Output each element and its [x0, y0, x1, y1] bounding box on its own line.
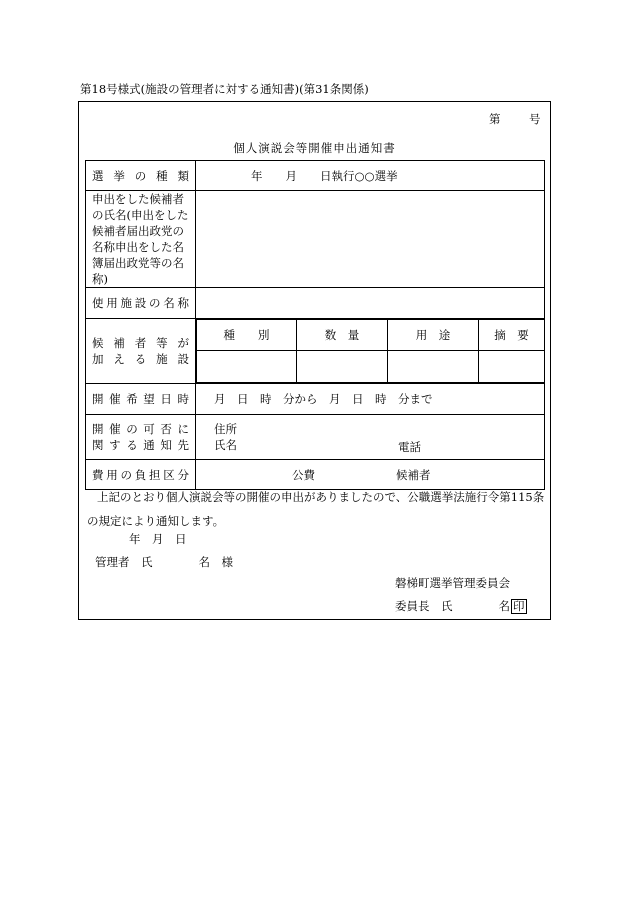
number-prefix: 第 [489, 112, 501, 126]
value-candidate [196, 191, 545, 288]
header-remarks: 摘 要 [479, 320, 545, 351]
label-char: す [109, 438, 121, 452]
label-char: 施 [120, 296, 132, 310]
committee-name: 磐梯町選挙管理委員会 [395, 576, 510, 590]
label-char: 加 [92, 352, 104, 366]
label-facility [86, 288, 196, 319]
spaced-label [92, 437, 189, 453]
label-char: 施 [156, 352, 168, 366]
label-char: る [134, 352, 147, 366]
label-char: 設 [177, 352, 189, 366]
cell-type [197, 351, 297, 383]
chair-text: 委員長 氏 名 [395, 599, 510, 613]
label-char: 称 [177, 296, 189, 310]
label-char: 類 [177, 168, 189, 183]
form-number-label: 第18号様式(施設の管理者に対する通知書)(第31条関係) [80, 82, 369, 96]
cell-purpose [388, 351, 479, 383]
label-char: 望 [143, 392, 155, 406]
notice-body-text: 上記のとおり個人演説会等の開催の申出がありましたので、公職選挙法施行令第115条の規定により通知します。 [87, 490, 545, 528]
name-label: 氏名 [214, 438, 237, 452]
label-char: 候 [92, 336, 104, 350]
label-char: る [126, 438, 138, 452]
label-char: 希 [126, 392, 138, 406]
spaced-label [92, 391, 189, 407]
equipment-table [196, 319, 544, 383]
label-char: の [126, 422, 138, 436]
equipment-cell [196, 319, 545, 384]
value-facility [196, 288, 545, 319]
label-char: 開 [92, 392, 104, 406]
cell-quantity [297, 351, 388, 383]
header-purpose: 用 途 [388, 320, 479, 351]
label-char: 設 [134, 296, 147, 310]
label-char: 通 [143, 438, 155, 452]
value-schedule: 月 日 時 分から 月 日 時 分まで [196, 384, 545, 415]
label-char: 者 [134, 336, 147, 350]
label-char: 用 [106, 296, 118, 310]
label-char: に [177, 422, 189, 436]
label-char: 可 [143, 422, 155, 436]
label-char: 関 [92, 438, 104, 452]
label-equipment [86, 319, 196, 384]
row-facility [86, 288, 545, 319]
document-title: 個人演説会等開催申出通知書 [233, 141, 396, 155]
label-char: 区 [163, 467, 175, 482]
label-notify [86, 415, 196, 460]
label-char: 担 [149, 467, 161, 482]
label-char: 使 [92, 296, 104, 310]
spaced-label [92, 421, 189, 437]
notice-form [78, 101, 551, 620]
spaced-label [92, 467, 189, 483]
label-char: 名 [163, 296, 175, 310]
spaced-label [92, 295, 189, 311]
label-char: 時 [177, 392, 189, 406]
seal-mark: 印 [513, 599, 525, 613]
value-notify [196, 415, 545, 460]
header-type: 種 別 [197, 320, 297, 351]
label-char: 否 [160, 422, 172, 436]
row-election-type [86, 161, 545, 191]
label-election-type [86, 161, 196, 191]
row-notify [86, 415, 545, 460]
label-char: 用 [106, 467, 118, 482]
label-char: 催 [109, 392, 121, 406]
label-char: 日 [160, 392, 172, 406]
label-char: 等 [156, 336, 168, 350]
spaced-label [92, 335, 189, 351]
label-char: 分 [177, 467, 189, 482]
label-char: え [113, 352, 125, 366]
row-equipment [86, 319, 545, 384]
date-line: 年 月 日 [129, 532, 187, 546]
phone-label: 電話 [398, 440, 421, 454]
label-char: 負 [134, 467, 147, 482]
cost-public: 公費 [292, 468, 315, 482]
label-char: 開 [92, 422, 104, 436]
label-char: 種 [156, 168, 168, 183]
cell-remarks [479, 351, 545, 383]
label-char: 補 [113, 336, 125, 350]
label-char: 先 [177, 438, 189, 452]
label-char: 知 [160, 438, 172, 452]
spaced-label [92, 168, 189, 184]
label-char: 選 [92, 168, 104, 183]
value-election-type: 年 月 日執行○○選挙 [196, 161, 545, 191]
label-char: の [134, 168, 147, 183]
chair-signature [395, 598, 527, 614]
number-suffix: 号 [529, 112, 541, 126]
label-schedule [86, 384, 196, 415]
label-char: 挙 [113, 168, 125, 183]
label-char: 催 [109, 422, 121, 436]
spaced-label [92, 351, 189, 367]
header-quantity: 数 量 [297, 320, 388, 351]
cost-candidate: 候補者 [396, 468, 431, 482]
address-label: 住所 [214, 422, 237, 436]
form-table [85, 160, 545, 490]
row-candidate [86, 191, 545, 288]
label-char: の [120, 467, 132, 482]
row-schedule [86, 384, 545, 415]
label-char: 費 [92, 467, 104, 482]
label-char: の [149, 296, 161, 310]
label-candidate: 申出をした候補者の氏名(申出をした候補者届出政党の名称申出をした名簿届出政党等の名称) [86, 191, 196, 288]
label-char: が [177, 336, 189, 350]
addressee-line: 管理者 氏 名 様 [95, 555, 233, 569]
